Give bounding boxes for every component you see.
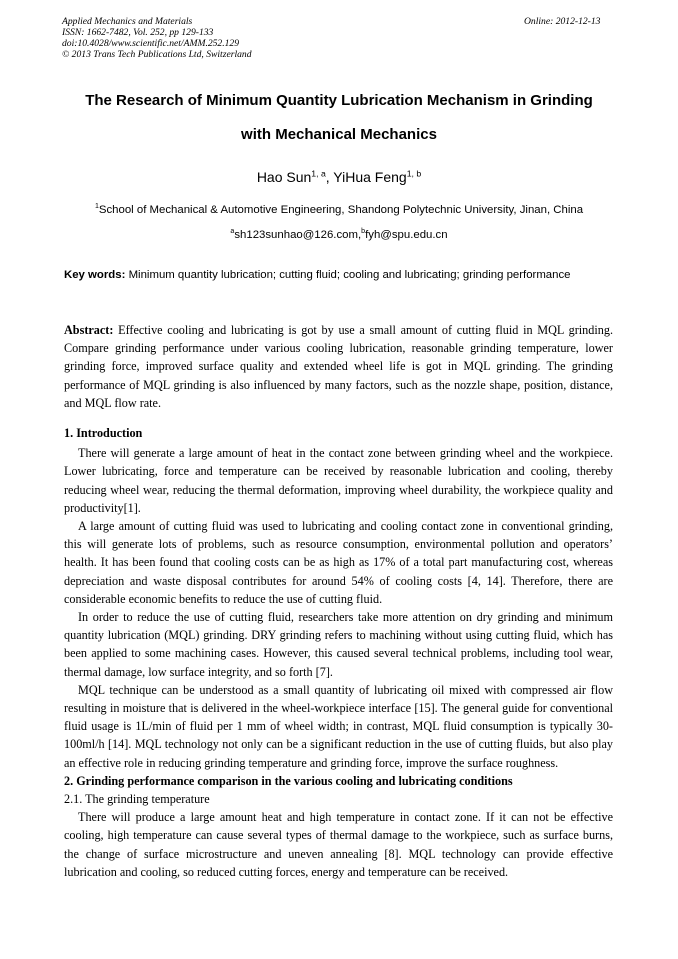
keywords-label: Key words: [64,269,126,281]
journal-name: Applied Mechanics and Materials [62,16,193,27]
keywords-text: Minimum quantity lubrication; cutting fluid; cooling and lubricating; grinding performance [125,269,571,281]
author-separator: , [325,169,334,185]
abstract-text: Effective cooling and lubricating is got by use a small amount of cutting fluid in MQL grinding. Compare grinding performance under various cooling lubrication, reasonable grinding temperature, lower grinding force, improved surface quality and extended wheel life is got in MQL grinding. The grinding performance of MQL grinding is also influenced by many factors, such as the nozzle shape, position, distance, and MQL flow rate. [64,323,613,410]
body-paragraph: There will produce a large amount heat and high temperature in contact zone. If it can not be effective cooling, high temperature can cause several types of thermal damage to the workpiece, such as surface burns, the change of surface microstructure and uneven annealing [8]. MQL technology can provide effective lubrication and cooling, so reduced cutting forces, energy and temperature can be received. [64,810,613,879]
author-name: YiHua Feng [333,169,407,185]
doi-line: doi:10.4028/www.scientific.net/AMM.252.129 [62,38,240,49]
body-paragraph: In order to reduce the use of cutting fluid, researchers take more attention on dry grinding and minimum quantity lubrication (MQL) grinding. DRY grinding refers to machining without using cutting fluid, which has been applied to some machining cases. However, this caused several technical problems, including tool wear, thermal damage, low surface integrity, and so forth [7]. [64,610,613,679]
abstract-label: Abstract: [64,323,114,337]
author-superscript: 1, b [406,168,422,179]
author-emails [0,229,678,241]
author-name: Hao Sun [256,169,312,185]
paper-title-line-1: The Research of Minimum Quantity Lubrication Mechanism in Grinding [85,92,593,109]
issn-line: ISSN: 1662-7482, Vol. 252, pp 129-133 [62,27,214,38]
body-paragraph: MQL technique can be understood as a small quantity of lubricating oil mixed with compressed air flow resulting in moisture that is delivered in the wheel-workpiece interface [15]. The general guide for conventional fluid usage is 1L/min of fluid per 1 mm of wheel width; in contrast, MQL fluid consumption is typically 30-100ml/h [14]. MQL technology not only can be a significant reduction in the use of cutting fluids, but also play an effective role in reducing grinding temperature and grinding force, improve the surface roughness. [64,682,613,770]
body-paragraph: There will generate a large amount of heat in the contact zone between grinding wheel and the workpiece. Lower lubricating, force and temperature can be received by reasonable lubrication and cooling, thereby reducing wheel wear, reducing the thermal deformation, improving wheel durability, the workpiece quality and productivity[1]. [64,446,613,515]
email-link[interactable]: fyh@spu.edu.cn [365,229,448,241]
author-list [0,169,678,185]
email-superscript: b [361,228,366,236]
author-superscript: 1, a [311,168,326,179]
subsection-heading: 2.1. The grinding temperature [64,792,210,807]
section-heading: 1. Introduction [64,426,143,440]
email-link[interactable]: sh123sunhao@126.com, [234,229,362,241]
body-paragraph: A large amount of cutting fluid was used to lubricating and cooling contact zone in conventional grinding, this will generate lots of problems, such as resource consumption, environmental pollution and operators’ health. It has been found that cooling costs can be as high as 17% of a total part manufacturing cost, whereas depreciation and waste disposal contributes for around 54% of cooling costs [4, 14]. Therefore, there are considerable economic benefits to reduce the use of cutting fluid. [64,519,613,606]
abstract-block [64,321,613,412]
section-heading: 2. Grinding performance comparison in the various cooling and lubricating conditions [64,773,513,788]
affiliation-superscript: 1 [94,203,99,211]
section-introduction [64,424,613,881]
online-date: Online: 2012-12-13 [524,16,601,27]
keywords-block [64,266,614,284]
affiliation [0,204,678,216]
affiliation-text: School of Mechanical & Automotive Engineering, Shandong Polytechnic University, Jinan, China [98,204,584,216]
paper-title-line-2: with Mechanical Mechanics [241,126,437,143]
email-superscript: a [230,228,235,236]
copyright-line: © 2013 Trans Tech Publications Ltd, Switzerland [62,49,252,60]
